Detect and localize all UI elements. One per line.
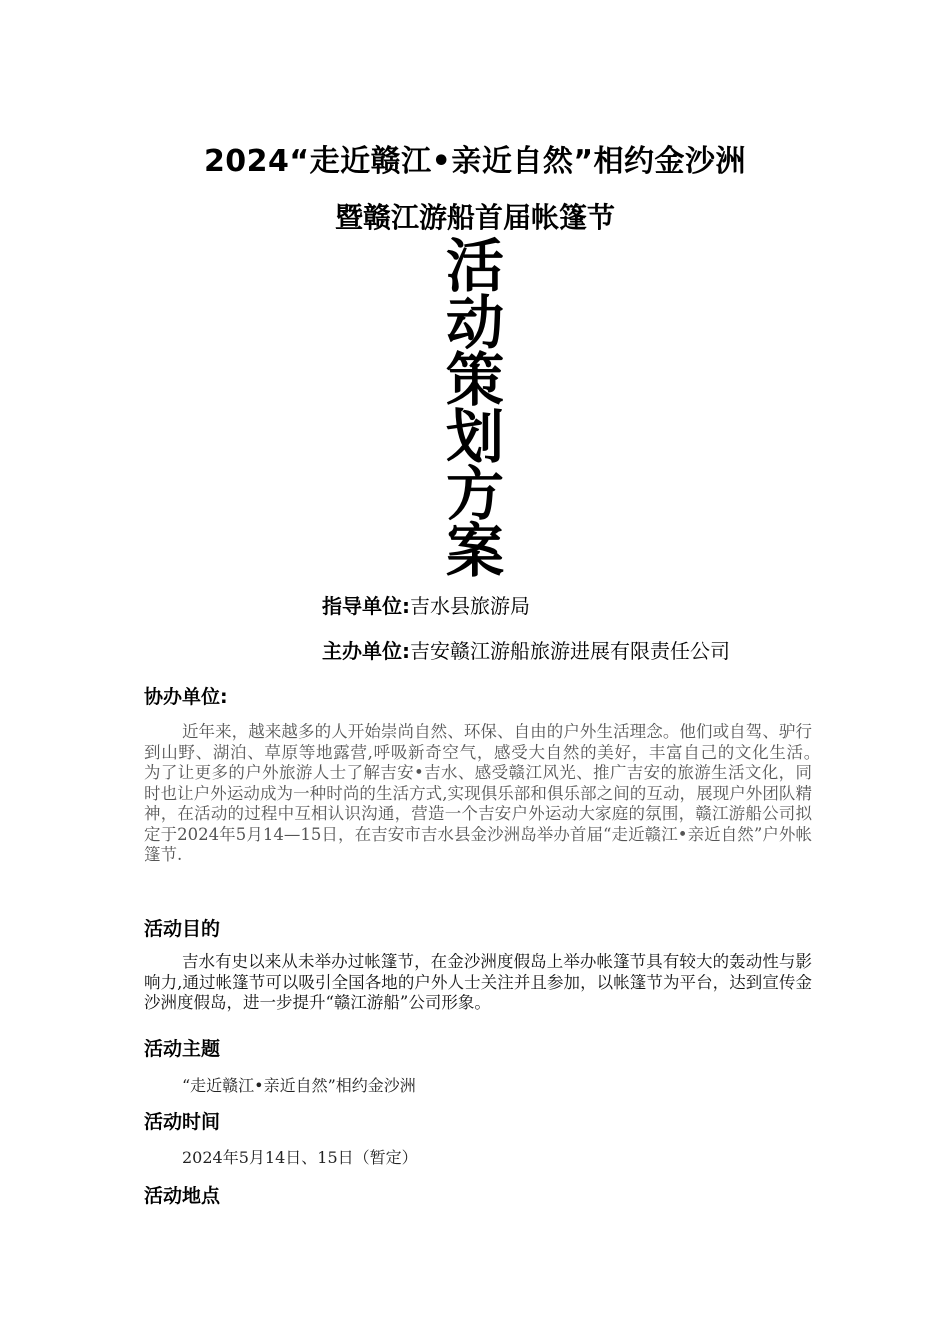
time-heading: 活动时间 <box>144 1111 221 1133</box>
host-unit-value: 吉安赣江游船旅游进展有限责任公司 <box>410 639 730 663</box>
intro-paragraph: 近年来，越来越多的人开始崇尚自然、环保、自由的户外生活理念。他们或自驾、驴行到山野、湖泊、草原等地露营,呼吸新奇空气，感受大自然的美好，丰富自己的文化生活。 为了让更多的户外旅游人士了解吉安•吉水、感受赣江风光、推广吉安的旅游生活文化，同时也让户外运动成为一种时尚的生活方式,实现俱乐部和俱乐部之间的互动，展现户外团队精神，在活动的过程中互相认识沟通，营造一个吉安户外运动大家庭的氛围，赣江游船公司拟定于2024年5月14—15日，在吉安市吉水县金沙洲岛举办首届“走近赣江•亲近自然”户外帐篷节. <box>144 722 845 864</box>
time-text: 2024年5月14日、15日（暂定） <box>182 1148 418 1167</box>
main-title-char: 策 <box>445 346 504 414</box>
guide-unit-label: 指导单位: <box>322 594 410 618</box>
theme-text: “走近赣江•亲近自然”相约金沙洲 <box>182 1076 416 1095</box>
vertical-main-title <box>440 232 510 585</box>
purpose-paragraph: 吉水有史以来从未举办过帐篷节，在金沙洲度假岛上举办帐篷节具有较大的轰动性与影响力,通过帐篷节可以吸引全国各地的户外人士关注并且参加，以帐篷节为平台，达到宣传金沙洲度假岛，进一步提升“赣江游船”公司形象。 <box>144 952 812 1012</box>
place-heading: 活动地点 <box>144 1185 221 1207</box>
main-title-char: 活 <box>445 232 504 300</box>
main-title-char: 划 <box>445 403 504 471</box>
host-unit-label: 主办单位: <box>322 639 410 663</box>
purpose-heading: 活动目的 <box>144 918 221 940</box>
guide-unit-value: 吉水县旅游局 <box>410 594 530 618</box>
main-title-char: 方 <box>445 460 504 528</box>
theme-heading: 活动主题 <box>144 1038 221 1060</box>
cohost-heading: 协办单位: <box>144 686 228 708</box>
document-title-line-1: 2024“走近赣江•亲近自然”相约金沙洲 <box>203 144 747 179</box>
main-title-char: 案 <box>445 517 504 585</box>
host-unit-line <box>322 635 730 664</box>
main-title-char: 动 <box>445 289 504 357</box>
document-title-line-2: 暨赣江游船首届帐篷节 <box>334 201 615 234</box>
guide-unit-line <box>322 590 530 619</box>
